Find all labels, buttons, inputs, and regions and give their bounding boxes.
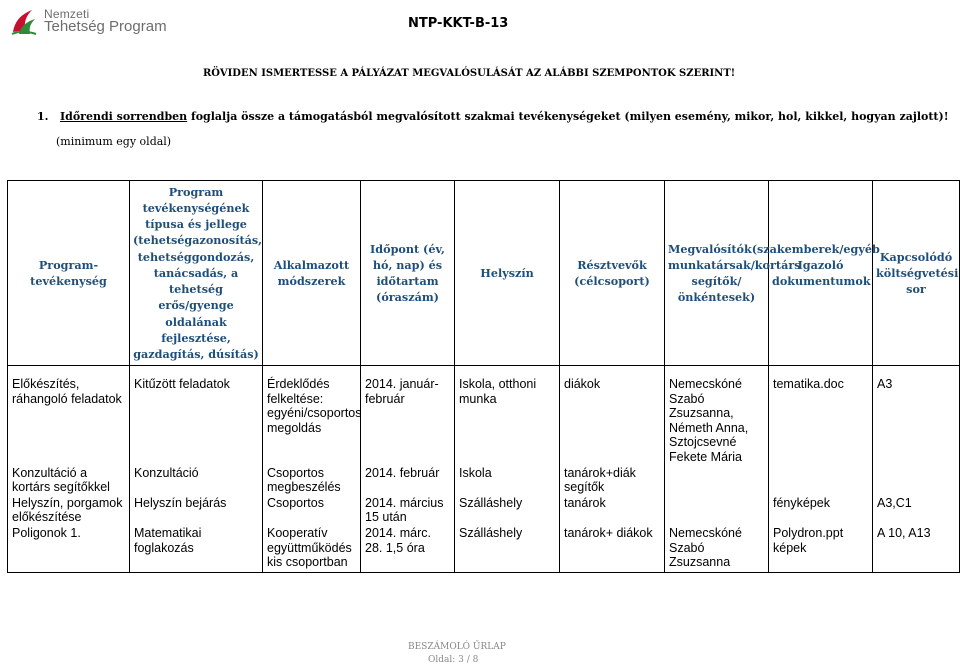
table-cell: Helyszín bejárás bbox=[130, 495, 263, 525]
table-row bbox=[8, 495, 960, 525]
table-cell bbox=[873, 465, 960, 495]
section-heading: RÖVIDEN ISMERTESSE A PÁLYÁZAT MEGVALÓSULÁSÁT AZ ALÁBBI SZEMPONTOK SZERINT! bbox=[203, 68, 736, 79]
table-cell: Előkészítés, ráhangoló feladatok bbox=[8, 366, 130, 465]
table-cell: 2014. február bbox=[361, 465, 455, 495]
table-cell bbox=[769, 465, 873, 495]
header-methods: Alkalmazott módszerek bbox=[263, 181, 361, 366]
header-location: Helyszín bbox=[455, 181, 560, 366]
question-underlined: Időrendi sorrendben bbox=[59, 110, 188, 123]
table-cell: Nemecskóné Szabó Zsuzsanna bbox=[665, 525, 769, 572]
table-cell: tanárok+ diákok bbox=[560, 525, 665, 572]
table-cell: Polydron.ppt képek bbox=[769, 525, 873, 572]
ntp-logo bbox=[10, 6, 170, 38]
table-cell: A3,C1 bbox=[873, 495, 960, 525]
logo-text-main: Tehetség Program bbox=[44, 18, 167, 35]
table-cell: 2014. március 15 után bbox=[361, 495, 455, 525]
header-implementers: Megvalósítók(szakemberek/egyéb munkatársak/kortárs segítők/önkéntesek) bbox=[665, 181, 769, 366]
question-number: 1. bbox=[37, 110, 49, 123]
header-participants: Résztvevők (célcsoport) bbox=[560, 181, 665, 366]
table-cell: fényképek bbox=[769, 495, 873, 525]
table-cell: 2014. január-február bbox=[361, 366, 455, 465]
question-note: (minimum egy oldal) bbox=[56, 135, 172, 148]
table-cell: Csoportos bbox=[263, 495, 361, 525]
table-cell: tematika.doc bbox=[769, 366, 873, 465]
table-cell: Csoportos megbeszélés bbox=[263, 465, 361, 495]
footer-page-number: Oldal: 3 / 8 bbox=[428, 655, 479, 665]
table-cell bbox=[665, 495, 769, 525]
table-cell: A3 bbox=[873, 366, 960, 465]
table-cell: Szálláshely bbox=[455, 495, 560, 525]
header-activity-type: Program tevékenységének típusa és jellege (tehetségazonosítás, tehetséggondozás, tanácsadás, a tehetség erős/gyenge oldalának fejlesztése, gazdagítás, dúsítás) bbox=[130, 181, 263, 366]
table-cell: Matematikai foglakozás bbox=[130, 525, 263, 572]
table-cell: A 10, A13 bbox=[873, 525, 960, 572]
activities-table bbox=[7, 180, 960, 573]
table-cell: Helyszín, porgamok előkészítése bbox=[8, 495, 130, 525]
table-cell: Konzultáció a kortárs segítőkkel bbox=[8, 465, 130, 495]
question-1 bbox=[37, 110, 949, 123]
table-cell: tanárok bbox=[560, 495, 665, 525]
header-program-activity: Program-tevékenység bbox=[8, 181, 130, 366]
header-budget-line: Kapcsolódó költségvetési sor bbox=[873, 181, 960, 366]
table-cell: Iskola bbox=[455, 465, 560, 495]
logo-text-top: Nemzeti bbox=[44, 7, 90, 21]
table-header-row bbox=[8, 181, 960, 366]
table-cell: Konzultáció bbox=[130, 465, 263, 495]
table-cell: Poligonok 1. bbox=[8, 525, 130, 572]
table-cell bbox=[665, 465, 769, 495]
table-row bbox=[8, 465, 960, 495]
table-cell: 2014. márc. 28. 1,5 óra bbox=[361, 525, 455, 572]
table-cell: tanárok+diák segítők bbox=[560, 465, 665, 495]
table-cell: Nemecskóné Szabó Zsuzsanna, Németh Anna, Sztojcsevné Fekete Mária bbox=[665, 366, 769, 465]
footer-title: BESZÁMOLÓ ŰRLAP bbox=[408, 642, 506, 652]
table-cell: Kooperatív együttműködés kis csoportban bbox=[263, 525, 361, 572]
flame-logo-icon bbox=[10, 6, 38, 36]
question-text: foglalja össze a támogatásból megvalósított szakmai tevékenységeket (milyen esemény, mikor, hol, kikkel, hogyan zajlott)! bbox=[187, 110, 949, 123]
table-cell: diákok bbox=[560, 366, 665, 465]
table-cell: Szálláshely bbox=[455, 525, 560, 572]
table-row bbox=[8, 525, 960, 572]
table-cell: Érdeklődés felkeltése: egyéni/csoportos megoldás bbox=[263, 366, 361, 465]
table-cell: Iskola, otthoni munka bbox=[455, 366, 560, 465]
table-cell: Kitűzött feladatok bbox=[130, 366, 263, 465]
table-row bbox=[8, 366, 960, 465]
header-documents: Igazoló dokumentumok bbox=[769, 181, 873, 366]
header-date: Időpont (év, hó, nap) és időtartam (óraszám) bbox=[361, 181, 455, 366]
document-code: NTP-KKT-B-13 bbox=[408, 16, 509, 31]
